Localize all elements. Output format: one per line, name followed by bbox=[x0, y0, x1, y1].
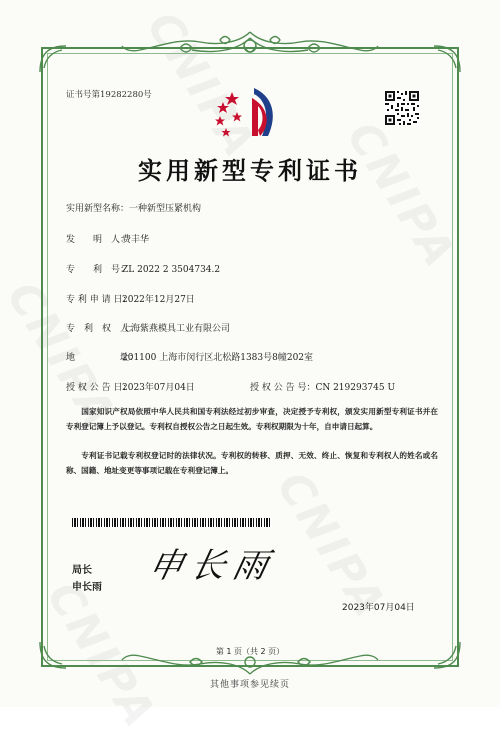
certificate-number: 证书号第19282280号 bbox=[66, 90, 152, 100]
field-label: 实用新型名称： bbox=[66, 204, 130, 214]
field-label: 专 利 号： bbox=[66, 265, 130, 275]
field-value: 一种新型压紧机构 bbox=[129, 204, 202, 214]
grant-statement: 国家知识产权局依照中华人民共和国专利法经过初步审查，决定授予专利权，颁发实用新型专利证书并在专利登记簿上予以登记。专利权自授权公告之日起生效。专利权期限为十年，自申请日起算。 bbox=[66, 407, 438, 431]
field-announcement-number bbox=[250, 380, 395, 393]
continuation-note: 其他事项参见续页 bbox=[209, 680, 290, 690]
cnipa-logo-icon bbox=[212, 84, 292, 144]
field-label: 发 明 人： bbox=[66, 235, 130, 245]
field-announcement-date bbox=[66, 380, 195, 393]
sign-date: 2023年07月04日 bbox=[342, 603, 415, 613]
field-label: 专 利 申 请 日： bbox=[66, 295, 132, 305]
page-number: 第 1 页（共 2 页） bbox=[215, 647, 285, 656]
director-name: 申长雨 bbox=[72, 582, 102, 593]
field-value: 上海紫燕模具工业有限公司 bbox=[122, 324, 231, 334]
field-address bbox=[66, 350, 313, 363]
field-value: 费丰华 bbox=[122, 235, 150, 245]
field-label: 授 权 公 告 日： bbox=[66, 383, 132, 393]
director-title: 局长 bbox=[72, 565, 92, 576]
field-label: 专 利 权 人： bbox=[66, 324, 139, 334]
field-inventor bbox=[66, 232, 149, 245]
top-ornament-icon bbox=[120, 28, 380, 62]
field-label: 地 址： bbox=[66, 353, 139, 363]
qr-code-icon bbox=[384, 90, 420, 126]
corner-ornament-icon bbox=[38, 44, 68, 74]
field-label: 授 权 公 告 号： bbox=[250, 383, 316, 393]
field-value: 2023年07月04日 bbox=[122, 383, 195, 393]
field-utility-model-name bbox=[66, 201, 201, 214]
field-value: 201100 上海市闵行区北松路1383号8幢202室 bbox=[122, 353, 314, 363]
field-patent-number bbox=[66, 262, 220, 275]
director-signature: 申长雨 bbox=[145, 546, 280, 586]
field-application-date bbox=[66, 292, 195, 305]
corner-ornament-icon bbox=[432, 44, 462, 74]
certificate-title: 实用新型专利证书 bbox=[138, 156, 362, 185]
field-value: ZL 2022 2 3504734.2 bbox=[122, 265, 221, 275]
legal-status-statement: 专利证书记载专利权登记时的法律状况。专利权的转移、质押、无效、终止、恢复和专利权人的姓名或名称、国籍、地址变更等事项记载在专利登记簿上。 bbox=[66, 451, 438, 475]
barcode bbox=[72, 518, 272, 527]
field-patentee bbox=[66, 321, 230, 334]
field-value: 2022年12月27日 bbox=[122, 295, 195, 305]
field-value: CN 219293745 U bbox=[315, 383, 396, 393]
